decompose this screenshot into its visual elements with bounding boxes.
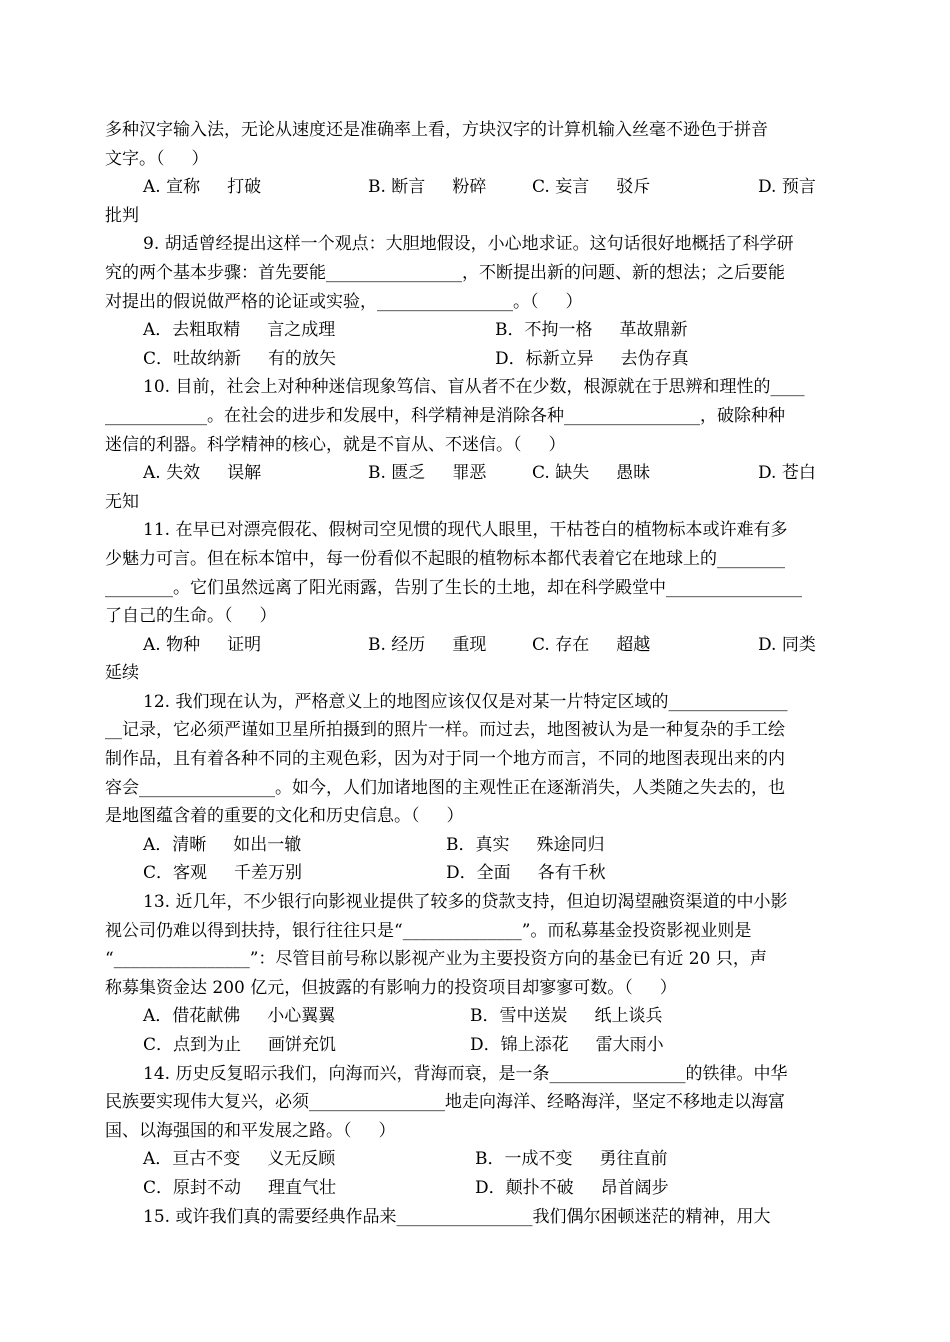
question-9: 9. 胡适曾经提出这样一个观点：大胆地假设，小心地求证。这句话很好地概括了科学研 xyxy=(143,234,794,255)
option-a: A. 宣称 打破 xyxy=(143,177,262,198)
text-line: 是地图蕴含着的重要的文化和历史信息。（ ） xyxy=(105,806,464,827)
text-line: “________________”：尽管目前号称以影视产业为主要投资方向的基金已有近 20 只，声 xyxy=(105,949,767,970)
options-row-q8 xyxy=(105,173,850,202)
text-line: 无知 xyxy=(105,491,139,512)
options-row-q9-2 xyxy=(105,345,850,374)
option-c: C．原封不动 理直气壮 xyxy=(143,1177,337,1198)
question-14: 14. 历史反复昭示我们，向海而兴，背海而衰，是一条________________的铁律。中华 xyxy=(143,1063,788,1084)
text-line: 民族要实现伟大复兴，必须________________地走向海洋、经略海洋，坚定不移地走以海富 xyxy=(105,1092,785,1113)
option-b: B. 经历 重现 xyxy=(368,634,487,655)
option-d: D. 苍白 xyxy=(758,463,816,484)
option-b: B. 匮乏 罪恶 xyxy=(368,463,487,484)
options-row-q10 xyxy=(105,459,850,488)
text-line: 容会________________。如今，人们加诸地图的主观性正在逐渐消失，人类随之失去的，也 xyxy=(105,777,785,798)
text-line: 迷信的利器。科学精神的核心，就是不盲从、不迷信。（ ） xyxy=(105,434,566,455)
options-row-q13-1 xyxy=(105,1002,850,1031)
option-b: B．一成不变 勇往直前 xyxy=(475,1149,668,1170)
option-a: A. 物种 证明 xyxy=(143,634,262,655)
options-row-q11 xyxy=(105,631,850,660)
option-a: A．亘古不变 义无反顾 xyxy=(143,1149,336,1170)
text-line: ____________。在社会的进步和发展中，科学精神是消除各种________________，破除种种 xyxy=(105,405,785,426)
option-c: C. 缺失 愚昧 xyxy=(532,463,651,484)
text-line: 文字。（ ） xyxy=(105,148,209,169)
question-11: 11. 在早已对漂亮假花、假树司空见惯的现代人眼里，干枯苍白的植物标本或许难有多 xyxy=(143,520,788,541)
options-row-q9-1 xyxy=(105,316,850,345)
text-line: 延续 xyxy=(105,663,139,684)
option-d: D．标新立异 去伪存真 xyxy=(495,348,689,369)
text-line: 究的两个基本步骤：首先要能________________，不断提出新的问题、新的想法；之后要能 xyxy=(105,262,785,283)
text-line: 对提出的假说做严格的论证或实验，________________。（ ） xyxy=(105,291,583,312)
options-row-q14-1 xyxy=(105,1145,850,1174)
option-a: A．借花献佛 小心翼翼 xyxy=(143,1006,336,1027)
option-c: C. 妄言 驳斥 xyxy=(532,177,651,198)
option-b: B. 断言 粉碎 xyxy=(368,177,487,198)
option-c: C. 存在 超越 xyxy=(532,634,651,655)
options-row-q14-2 xyxy=(105,1174,850,1203)
text-line: 视公司仍难以得到扶持，银行往往只是“______________”。而私募基金投资影视业则是 xyxy=(105,920,752,941)
option-c: C．点到为止 画饼充饥 xyxy=(143,1035,337,1055)
text-line: 多种汉字输入法，无论从速度还是准确率上看，方块汉字的计算机输入丝毫不逊色于拼音 xyxy=(105,120,768,140)
text-line: 称募集资金达 200 亿元，但披露的有影响力的投资项目却寥寥可数。（ ） xyxy=(105,977,677,998)
text-line: 批判 xyxy=(105,205,139,226)
options-row-q12-1 xyxy=(105,831,850,860)
question-15: 15. 或许我们真的需要经典作品来________________我们偶尔困顿迷茫的精神，用大 xyxy=(143,1206,771,1227)
option-d: D．颠扑不破 昂首阔步 xyxy=(475,1177,669,1198)
option-c: C．吐故纳新 有的放矢 xyxy=(143,348,337,369)
option-d: D. 同类 xyxy=(758,634,816,655)
text-line: 了自己的生命。（ ） xyxy=(105,606,277,627)
option-a: A．清晰 如出一辙 xyxy=(143,834,302,855)
text-line: 国、以海强国的和平发展之路。（ ） xyxy=(105,1120,396,1141)
option-d: D．全面 各有千秋 xyxy=(446,863,606,884)
options-row-q12-2 xyxy=(105,859,850,888)
document-page xyxy=(105,116,850,1231)
option-b: B．真实 殊途同归 xyxy=(446,834,605,855)
question-12: 12. 我们现在认为，严格意义上的地图应该仅仅是对某一片特定区域的______________ xyxy=(143,691,788,712)
option-c: C．客观 千差万别 xyxy=(143,863,303,884)
option-a: A．去粗取精 言之成理 xyxy=(143,320,336,341)
option-d: D．锦上添花 雷大雨小 xyxy=(470,1035,664,1055)
question-10: 10. 目前，社会上对种种迷信现象笃信、盲从者不在少数，根源就在于思辨和理性的____ xyxy=(143,377,805,398)
option-d: D. 预言 xyxy=(758,177,816,198)
text-line: 少魅力可言。但在标本馆中，每一份看似不起眼的植物标本都代表着它在地球上的________ xyxy=(105,548,785,569)
text-line: ________。它们虽然远离了阳光雨露，告别了生长的土地，却在科学殿堂中________________ xyxy=(105,577,802,598)
option-a: A. 失效 误解 xyxy=(143,463,262,484)
option-b: B．雪中送炭 纸上谈兵 xyxy=(470,1006,663,1027)
question-13: 13. 近几年，不少银行向影视业提供了较多的贷款支持，但迫切渴望融资渠道的中小影 xyxy=(143,892,788,913)
option-b: B．不拘一格 革故鼎新 xyxy=(495,320,688,341)
text-line: __记录，它必须严谨如卫星所拍摄到的照片一样。而过去，地图被认为是一种复杂的手工绘 xyxy=(105,720,785,741)
options-row-q13-2 xyxy=(105,1031,850,1060)
text-line: 制作品，且有着各种不同的主观色彩，因为对于同一个地方而言，不同的地图表现出来的内 xyxy=(105,749,785,770)
